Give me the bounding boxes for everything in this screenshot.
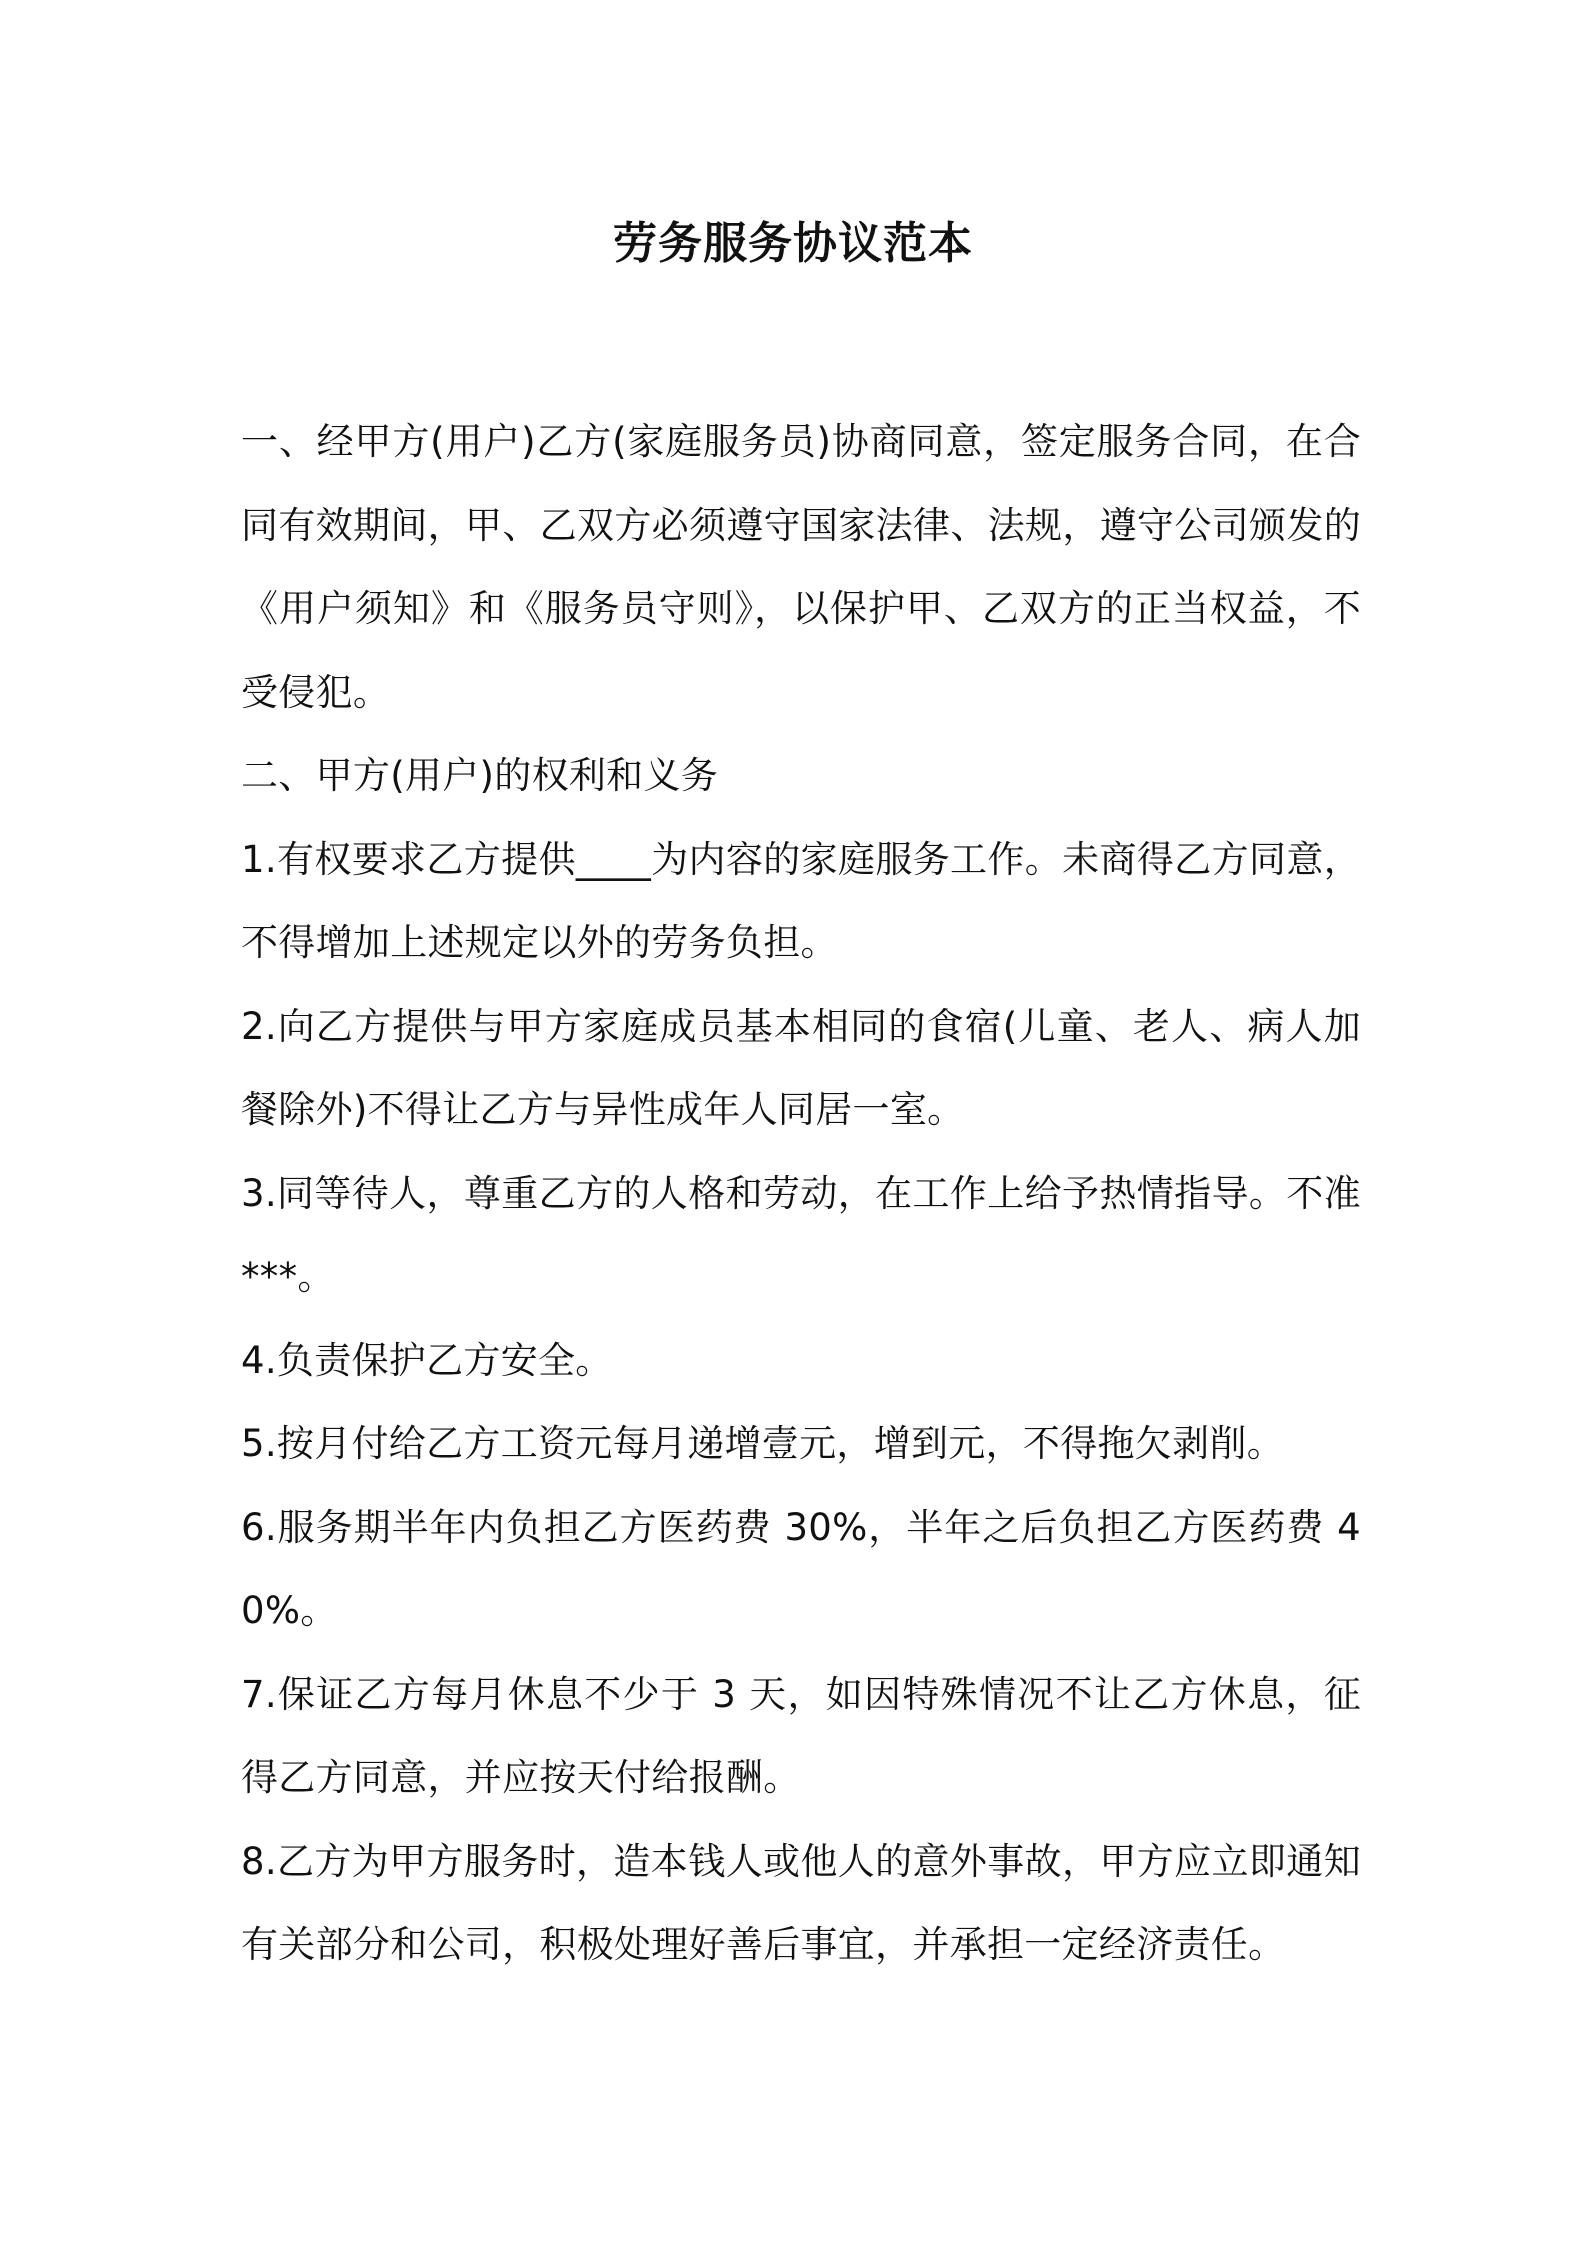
paragraph-item-5: 5.按月付给乙方工资元每月递增壹元，增到元，不得拖欠剥削。 — [241, 1422, 1284, 1465]
paragraph-item-1: 1.有权要求乙方提供____为内容的家庭服务工作。未商得乙方同意，不得增加上述规定以外的劳务负担。 — [241, 837, 1361, 964]
paragraph-item-6: 6.服务期半年内负担乙方医药费 30%，半年之后负担乙方医药费 40%。 — [241, 1505, 1361, 1632]
paragraph-item-8: 8.乙方为甲方服务时，造本钱人或他人的意外事故，甲方应立即通知有关部分和公司，积极处理好善后事宜，并承担一定经济责任。 — [241, 1839, 1361, 1966]
paragraph-item-7: 7.保证乙方每月休息不少于 3 天，如因特殊情况不让乙方休息，征得乙方同意，并应按天付给报酬。 — [241, 1672, 1361, 1799]
paragraph-clause-1: 一、经甲方(用户)乙方(家庭服务员)协商同意，签定服务合同，在合同有效期间，甲、乙双方必须遵守国家法律、法规，遵守公司颁发的《用户须知》和《服务员守则》，以保护甲、乙双方的正当权益，不受侵犯。 — [241, 420, 1361, 714]
paragraph-section-2-heading: 二、甲方(用户)的权利和义务 — [241, 754, 719, 797]
paragraph-item-2: 2.向乙方提供与甲方家庭成员基本相同的食宿(儿童、老人、病人加餐除外)不得让乙方与异性成年人同居一室。 — [241, 1004, 1361, 1131]
document-title: 劳务服务协议范本 — [613, 218, 973, 269]
paragraph-item-3: 3.同等待人，尊重乙方的人格和劳动，在工作上给予热情指导。不准***。 — [241, 1171, 1361, 1298]
paragraph-item-4: 4.负责保护乙方安全。 — [241, 1338, 613, 1382]
document-body — [241, 400, 1361, 1987]
